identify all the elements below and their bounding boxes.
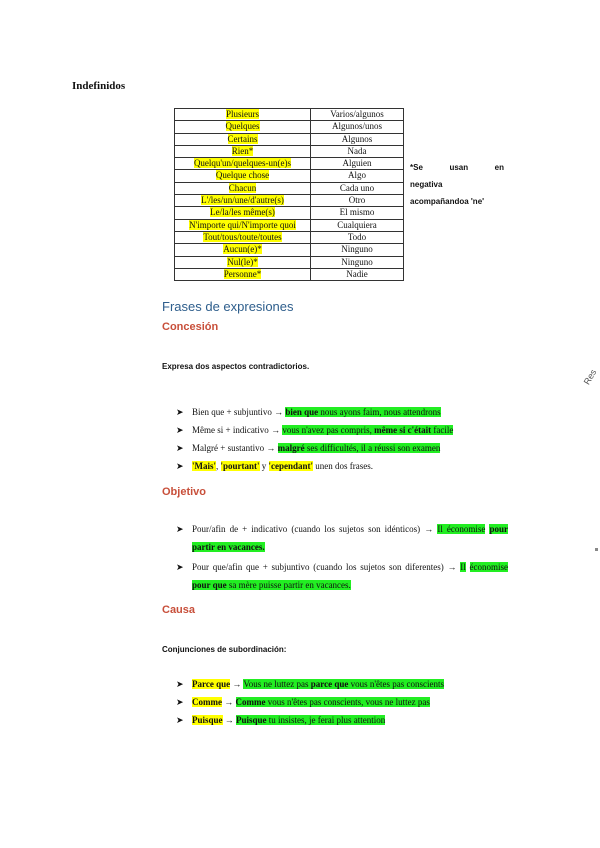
french-cell (175, 219, 311, 231)
french-cell (175, 182, 311, 194)
concesion-intro: Expresa dos aspectos contradictorios. (162, 362, 310, 371)
french-term: L'/les/un/une/d'autre(s) (201, 195, 284, 206)
keyword: 'pourtant' (220, 461, 260, 471)
french-term: Quelque chose (215, 170, 270, 181)
note-word: usan (449, 163, 469, 172)
example-text: sa mère puisse partir en vacances. (226, 580, 351, 590)
table-row (175, 219, 404, 231)
example-text: ses difficultés, il a réussi son examen (304, 443, 441, 453)
french-term: Nul(le)* (227, 256, 258, 267)
french-term: Certains (227, 133, 258, 144)
rule-text: Même si + indicativo (192, 425, 269, 435)
bullet-icon: ➤ (176, 407, 184, 417)
french-cell (175, 158, 311, 170)
spanish-cell: Otro (311, 195, 404, 207)
spanish-cell: Algunos (311, 133, 404, 145)
example-text: Il économise (437, 524, 486, 534)
example-text: nous ayons faim, nous attendrons (318, 407, 441, 417)
spanish-cell: Nada (311, 145, 404, 157)
example-text: tu insistes, je ferai plus attention (266, 715, 386, 725)
arrow-icon: → (271, 425, 281, 435)
text: , (216, 461, 221, 471)
table-row (175, 145, 404, 157)
french-cell (175, 133, 311, 145)
rule-text: Malgré + sustantivo (192, 443, 265, 453)
french-term: Quelques (225, 121, 260, 132)
french-term: Aucun(e)* (223, 244, 262, 255)
edge-text: Res (581, 367, 599, 387)
keyword: 'cependant' (268, 461, 314, 471)
causa-bullet-1 (176, 675, 444, 693)
french-term: Le/la/les même(s) (210, 207, 275, 218)
side-note (410, 159, 504, 210)
arrow-icon: → (424, 524, 434, 534)
table-row (175, 109, 404, 121)
example-text: vous n'êtes pas conscients, vous ne luttez pas (265, 697, 430, 707)
keyword: Parce que (192, 679, 231, 689)
french-cell (175, 195, 311, 207)
objetivo-bullet-1 (176, 520, 508, 556)
spanish-cell: Varios/algunos (311, 109, 404, 121)
spanish-cell: Ninguno (311, 244, 404, 256)
concesion-bullet-4 (176, 457, 373, 475)
concesion-bullet-3 (176, 439, 440, 457)
spanish-cell: Cada uno (311, 182, 404, 194)
concesion-bullet-2 (176, 421, 453, 439)
table-row (175, 121, 404, 133)
keyword: parce que (310, 679, 349, 689)
arrow-icon: → (266, 443, 276, 453)
keyword: Puisque (192, 715, 223, 725)
arrow-icon: → (447, 562, 457, 572)
text: unen dos frases. (313, 461, 374, 471)
arrow-icon: → (224, 715, 234, 725)
keyword: bien que (285, 407, 319, 417)
arrow-icon: → (224, 697, 234, 707)
page-heading: Indefinidos (72, 80, 126, 92)
table-row (175, 133, 404, 145)
french-cell (175, 244, 311, 256)
bullet-icon: ➤ (176, 715, 184, 725)
bullet-icon: ➤ (176, 443, 184, 453)
indefinidos-table (174, 108, 404, 281)
spanish-cell: Nadie (311, 268, 404, 280)
example-text: vous n'êtes pas conscients (348, 679, 444, 689)
french-cell (175, 121, 311, 133)
spanish-cell: Cualquiera (311, 219, 404, 231)
note-word: en (494, 163, 504, 172)
rule-text: Pour/afin de + indicativo (cuando los sujetos son idénticos) (192, 524, 421, 534)
french-cell (175, 256, 311, 268)
causa-bullet-3 (176, 711, 385, 729)
bullet-icon: ➤ (176, 679, 184, 689)
french-cell (175, 231, 311, 243)
text: y (259, 461, 269, 471)
bullet-icon: ➤ (176, 562, 184, 572)
table-row (175, 158, 404, 170)
example-text: vous n'avez pas compris, (282, 425, 375, 435)
spanish-cell: Algunos/unos (311, 121, 404, 133)
keyword: 'Mais' (192, 461, 216, 471)
table-row (175, 231, 404, 243)
bullet-icon: ➤ (176, 697, 184, 707)
spanish-cell: Alguien (311, 158, 404, 170)
example-text: Vous ne luttez pas (243, 679, 311, 689)
example-text: facile (431, 425, 454, 435)
bullet-icon: ➤ (176, 524, 184, 534)
spanish-cell: Todo (311, 231, 404, 243)
bullet-icon: ➤ (176, 425, 184, 435)
concesion-bullet-1 (176, 403, 441, 421)
french-term: Personne* (223, 268, 262, 279)
causa-bullet-2 (176, 693, 430, 711)
french-cell (175, 207, 311, 219)
section-title: Frases de expresiones (162, 299, 294, 314)
table-row (175, 182, 404, 194)
objetivo-title: Objetivo (162, 486, 207, 498)
table-row (175, 207, 404, 219)
example-text: économise (469, 562, 508, 572)
keyword: Comme (192, 697, 222, 707)
table-row (175, 170, 404, 182)
rule-text: Bien que + subjuntivo (192, 407, 272, 417)
french-term: N'importe qui/N'importe quoi (189, 219, 296, 230)
table-row (175, 195, 404, 207)
concesion-title: Concesión (162, 321, 219, 333)
objetivo-bullet-2 (176, 558, 508, 594)
rule-text: Pour que/afin que + subjuntivo (cuando los sujetos son diferentes) (192, 562, 444, 572)
keyword: même si c'était (374, 425, 432, 435)
french-cell (175, 170, 311, 182)
french-cell (175, 145, 311, 157)
causa-intro: Conjunciones de subordinación: (162, 645, 287, 654)
keyword: Comme (235, 697, 266, 707)
french-term: Quelqu'un/quelques-un(e)s (193, 158, 292, 169)
keyword: pour partir en vacances. (192, 524, 508, 552)
note-word: *Se (410, 163, 423, 172)
french-term: Tout/tous/toute/toutes (203, 231, 282, 242)
bullet-icon: ➤ (176, 461, 184, 471)
arrow-icon: → (274, 407, 284, 417)
note-line: negativa (410, 180, 443, 189)
table-row (175, 244, 404, 256)
example-text: Il (460, 562, 466, 572)
french-term: Rien* (231, 145, 254, 156)
edge-mark (595, 548, 598, 551)
french-cell (175, 268, 311, 280)
table-row (175, 268, 404, 280)
spanish-cell: Algo (311, 170, 404, 182)
table-row (175, 256, 404, 268)
spanish-cell: El mismo (311, 207, 404, 219)
keyword: Puisque (236, 715, 267, 725)
french-term: Chacun (228, 182, 257, 193)
french-term: Plusieurs (225, 109, 259, 119)
french-cell (175, 109, 311, 121)
note-line: acompañandoa 'ne' (410, 197, 485, 206)
causa-title: Causa (162, 604, 196, 616)
arrow-icon: → (232, 679, 242, 689)
keyword: malgré (277, 443, 305, 453)
keyword: pour que (192, 580, 227, 590)
spanish-cell: Ninguno (311, 256, 404, 268)
